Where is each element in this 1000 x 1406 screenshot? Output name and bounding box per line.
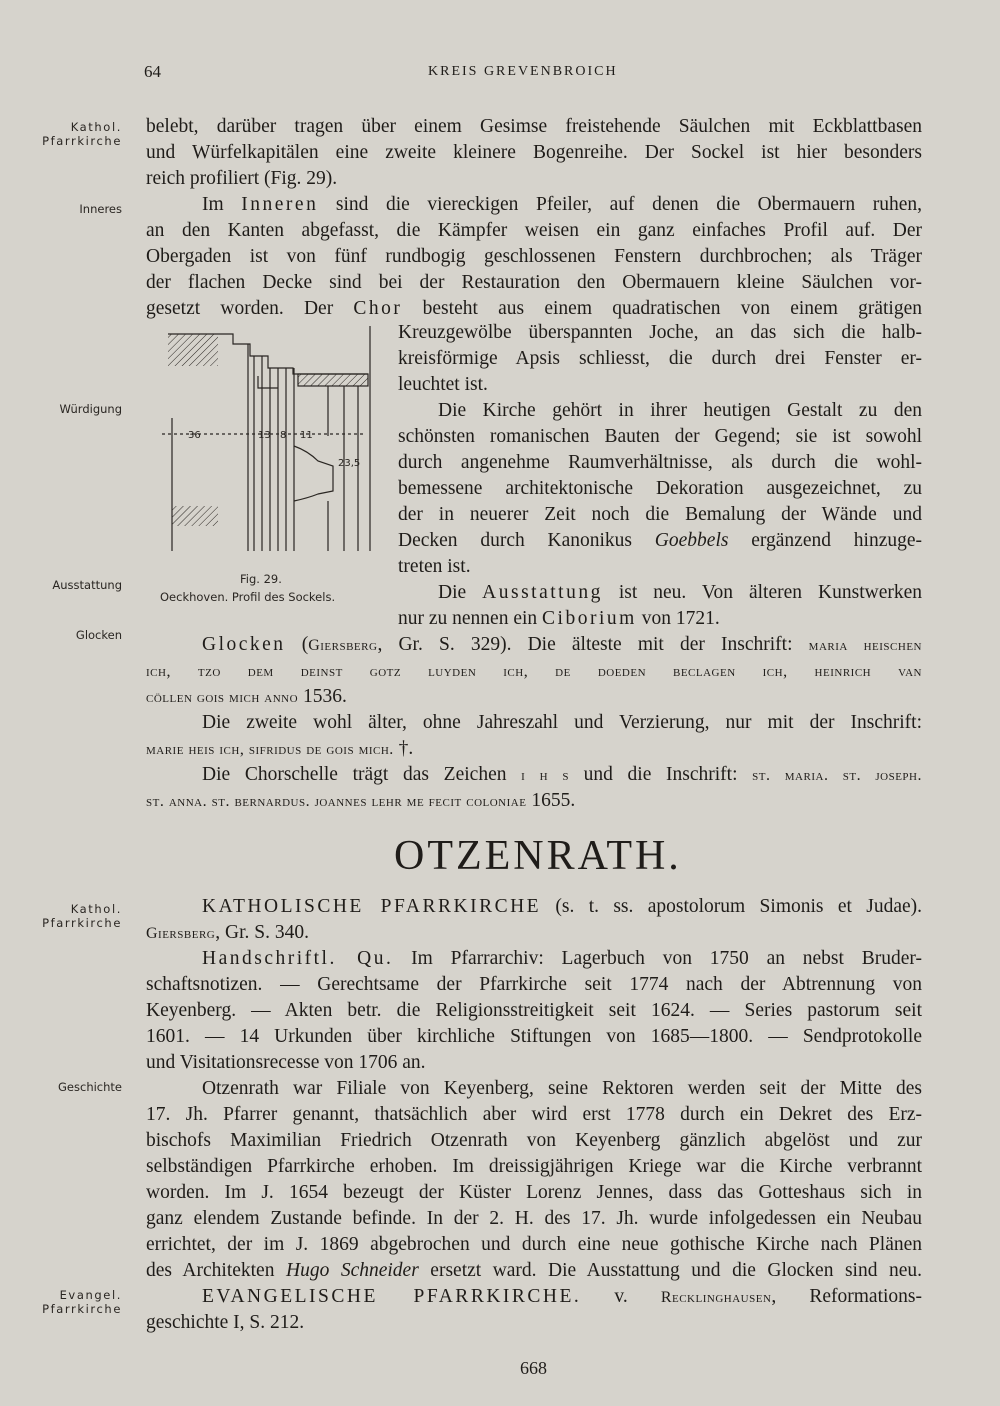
text-span: gesetzt worden. Der: [146, 298, 354, 319]
name-goebbels: Goebbels: [654, 530, 729, 551]
running-title: KREIS GREVENBROICH: [428, 64, 618, 79]
inscription-text: marie heis ich, sifridus de gois mich.: [146, 741, 394, 758]
text-line: 1601. — 14 Urkunden über kirchliche Stiftungen von 1685—1800. — Sendprotokolle: [146, 1026, 922, 1047]
keyword-glocken: Glocken: [202, 634, 286, 655]
margin-text: Pfarrkirche: [42, 134, 122, 148]
text-line: [398, 606, 922, 632]
author-giersberg: Giersberg: [146, 925, 216, 942]
figure-label: 36: [188, 430, 201, 441]
margin-note-geschichte: Geschichte: [58, 1080, 122, 1094]
text-line: geschichte I, S. 212.: [146, 1312, 305, 1333]
name-hugo-schneider: Hugo Schneider: [285, 1260, 419, 1281]
figure-svg: [158, 326, 380, 566]
text-line: [146, 920, 922, 947]
margin-note-kathol-pfarrkirche: [30, 120, 122, 148]
margin-note-wuerdigung: Würdigung: [59, 402, 122, 416]
margin-note-kathol-pfarrkirche-2: [30, 902, 122, 930]
text-line: durch angenehme Raumverhältnisse, als durch die wohl-: [398, 452, 922, 473]
text-span: 1536.: [298, 686, 347, 707]
folio-number: 668: [520, 1358, 547, 1378]
text-line: [146, 894, 922, 920]
text-line: [398, 580, 922, 606]
text-span: von 1721.: [636, 608, 720, 629]
text-line: errichtet, der im J. 1869 abgebrochen und durch eine neue gothische Kirche nach Plänen: [146, 1234, 922, 1255]
text-line: Kreuzgewölbe überspannten Joche, an das sich die halb-: [398, 322, 922, 343]
text-span: , Reformations-: [771, 1286, 922, 1307]
figure-label: 13: [258, 430, 271, 441]
text-line: Otzenrath war Filiale von Keyenberg, seine Rektoren werden seit der Mitte des: [202, 1078, 922, 1099]
figure-profile-drawing: [158, 326, 380, 566]
text-span: nur zu nennen ein: [398, 608, 543, 629]
monogram-ihs: i h s: [521, 767, 569, 784]
text-span: Die: [438, 582, 483, 603]
text-line: [398, 528, 922, 554]
text-line: belebt, darüber tragen über einem Gesimse freistehende Säulchen mit Eckblattbasen: [146, 116, 922, 137]
inscription-text: st. maria. st. joseph.: [752, 767, 922, 784]
keyword-handschriftl: Handschriftl. Qu.: [202, 948, 394, 969]
text-line: kreisförmige Apsis schliesst, die durch drei Fenster er-: [398, 348, 922, 369]
text-span: des Architekten: [146, 1260, 286, 1281]
author-recklinghausen: Recklinghausen: [660, 1289, 772, 1306]
text-line: [146, 946, 922, 972]
figure-label: 8: [280, 430, 287, 441]
text-line: Keyenberg. — Akten betr. die Religionsstreitigkeit seit 1624. — Series pastorum seit: [146, 1000, 922, 1021]
text-line: Die zweite wohl älter, ohne Jahreszahl und Verzierung, nur mit der Inschrift:: [202, 712, 922, 733]
figure-caption-title: Oeckhoven. Profil des Sockels.: [160, 590, 336, 604]
text-line: an den Kanten abgefasst, die Kämpfer weisen ein ganz einfaches Profil auf. Der: [146, 220, 922, 241]
page-number: 64: [144, 62, 161, 81]
text-line: [146, 788, 922, 815]
text-line: schönsten romanischen Bauten der Gegend; sie ist sowohl: [398, 426, 922, 447]
margin-text: Evangel.: [59, 1288, 122, 1302]
keyword-ausstattung: Ausstattung: [482, 582, 603, 603]
text-line: treten ist.: [398, 556, 471, 577]
keyword-ciborium: Ciborium: [542, 608, 637, 629]
keyword-chor: Chor: [353, 298, 403, 319]
text-span: ergänzend hinzuge-: [728, 530, 922, 551]
text-line: ganz elendem Zustande befinde. In der 2. H. des 17. Jh. wurde infolgedessen ein Neubau: [146, 1208, 922, 1229]
text-span: Im: [202, 194, 242, 215]
text-line: 17. Jh. Pfarrer genannt, thatsächlich aber wird erst 1778 durch ein Dekret des Erz-: [146, 1104, 922, 1125]
keyword-inneren: Inneren: [241, 194, 319, 215]
margin-note-inneres: Inneres: [79, 202, 122, 216]
text-line: Obergaden ist von fünf rundbogig geschlossenen Fenstern durchbrochen; als Träger: [146, 246, 922, 267]
text-span: (s. t. ss. apostolorum Simonis et Judae).: [541, 896, 923, 917]
text-span: sind die viereckigen Pfeiler, auf denen die Obermauern ruhen,: [318, 194, 923, 215]
text-span: Im Pfarrarchiv: Lagerbuch von 1750 an nebst Bruder-: [393, 948, 922, 969]
margin-text: Kathol.: [70, 120, 122, 134]
text-line: der in neuerer Zeit noch die Bemalung der Wände und: [398, 504, 922, 525]
text-line: und Visitationsrecesse von 1706 an.: [146, 1052, 426, 1073]
text-span: Die Chorschelle trägt das Zeichen: [202, 764, 522, 785]
text-line: [146, 192, 922, 218]
figure-caption-number: Fig. 29.: [240, 572, 282, 586]
text-span: , Gr. S. 340.: [215, 922, 309, 943]
text-line: [146, 736, 922, 763]
text-span: v.: [581, 1286, 661, 1307]
text-line: bischofs Maximilian Friedrich Otzenrath von Keyenberg gänzlich abgelöst und zur: [146, 1130, 922, 1151]
text-span: ist neu. Von älteren Kunstwerken: [602, 582, 922, 603]
margin-text: Kathol.: [70, 902, 122, 916]
text-line: schaftsnotizen. — Gerechtsame der Pfarrkirche seit 1774 nach der Abtrennung von: [146, 974, 922, 995]
text-line: reich profiliert (Fig. 29).: [146, 168, 338, 189]
text-line: und Würfelkapitälen eine zweite kleinere Bogenreihe. Der Sockel ist hier besonders: [146, 142, 922, 163]
text-span: Decken durch Kanonikus: [398, 530, 655, 551]
text-line: Die Kirche gehört in ihrer heutigen Gestalt zu den: [438, 400, 922, 421]
inscription-text: maria heischen: [808, 637, 922, 654]
heading-evangelische-pfarrkirche: EVANGELISCHE PFARRKIRCHE.: [202, 1286, 582, 1307]
text-line: [146, 762, 922, 789]
text-span: besteht aus einem quadratischen von einem grätigen: [402, 298, 922, 319]
author-giersberg: Giersberg: [308, 637, 378, 654]
figure-label: 11: [300, 430, 313, 441]
text-span: 1655.: [526, 790, 576, 811]
margin-text: Pfarrkirche: [42, 916, 122, 930]
text-line: leuchtet ist.: [398, 374, 488, 395]
text-line: [146, 684, 922, 711]
inscription-text: cöllen gois mich anno: [146, 689, 299, 706]
margin-note-ausstattung: Ausstattung: [52, 578, 122, 592]
text-span: , Gr. S. 329). Die älteste mit der Inschrift:: [377, 634, 809, 655]
text-line: selbständigen Pfarrkirche erhoben. Im dreissigjährigen Kriege war die Kirche verbrannt: [146, 1156, 922, 1177]
margin-text: Pfarrkirche: [42, 1302, 122, 1316]
heading-katholische-pfarrkirche: KATHOLISCHE PFARRKIRCHE: [202, 896, 542, 917]
text-line: bemessene architektonische Dekoration ausgezeichnet, zu: [398, 478, 922, 499]
text-span: (: [285, 634, 309, 655]
figure-label: 23,5: [338, 458, 361, 469]
section-title: OTZENRATH.: [394, 833, 682, 879]
text-line: der flachen Decke sind bei der Restauration den Obermauern kleine Säulchen vor-: [146, 272, 922, 293]
text-line: [146, 658, 922, 685]
inscription-text: st. anna. st. bernardus. joannes lehr me fecit coloniae: [146, 793, 527, 810]
inscription-text: ich, tzo dem deinst gotz luyden ich, de doeden beclagen ich, heinrich van: [146, 663, 922, 680]
text-line: worden. Im J. 1654 bezeugt der Küster Lorenz Jennes, dass das Gotteshaus sich in: [146, 1182, 922, 1203]
text-line: [146, 1258, 922, 1284]
text-span: ersetzt ward. Die Ausstattung und die Glocken sind neu.: [418, 1260, 922, 1281]
text-line: [146, 632, 922, 659]
margin-note-glocken: Glocken: [75, 628, 122, 642]
text-span: †.: [393, 738, 414, 759]
text-line: [146, 296, 922, 322]
text-line: [146, 1284, 922, 1311]
text-span: und die Inschrift:: [568, 764, 753, 785]
margin-note-evangel-pfarrkirche: [30, 1288, 122, 1316]
